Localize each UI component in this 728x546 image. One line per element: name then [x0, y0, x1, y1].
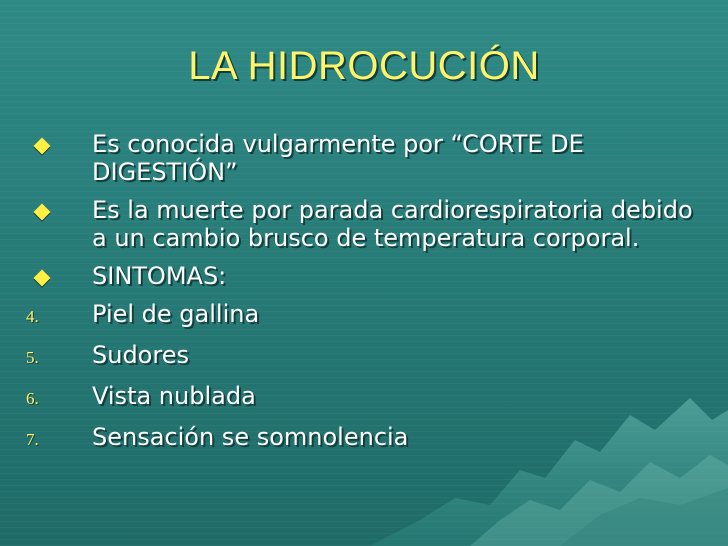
list-item-text: Piel de gallina — [92, 300, 260, 328]
diamond-bullet-icon — [34, 270, 51, 287]
list-item-text: Vista nublada — [92, 382, 256, 410]
diamond-bullet-icon — [34, 204, 51, 221]
list-item — [26, 382, 696, 413]
diamond-bullet-icon — [34, 138, 51, 155]
list-item-text: Es la muerte por parada cardiorespiratoria debido a un cambio brusco de temperatura corporal. — [92, 196, 693, 252]
list-item — [26, 262, 696, 290]
list-item-text: Sensación se somnolencia — [92, 423, 409, 451]
bullet-list — [26, 130, 696, 464]
list-item-text: SINTOMAS: — [92, 262, 227, 290]
list-number: 4. — [26, 307, 39, 326]
list-number: 5. — [26, 348, 39, 367]
list-item — [26, 341, 696, 372]
list-item — [26, 300, 696, 331]
list-number: 6. — [26, 389, 39, 408]
list-item — [26, 196, 696, 252]
slide-title: LA HIDROCUCIÓN — [188, 44, 540, 88]
list-item — [26, 423, 696, 454]
list-item — [26, 130, 696, 186]
list-item-text: Es conocida vulgarmente por “CORTE DE DIGESTIÓN” — [92, 130, 584, 186]
list-item-text: Sudores — [92, 341, 189, 369]
list-number: 7. — [26, 430, 39, 449]
